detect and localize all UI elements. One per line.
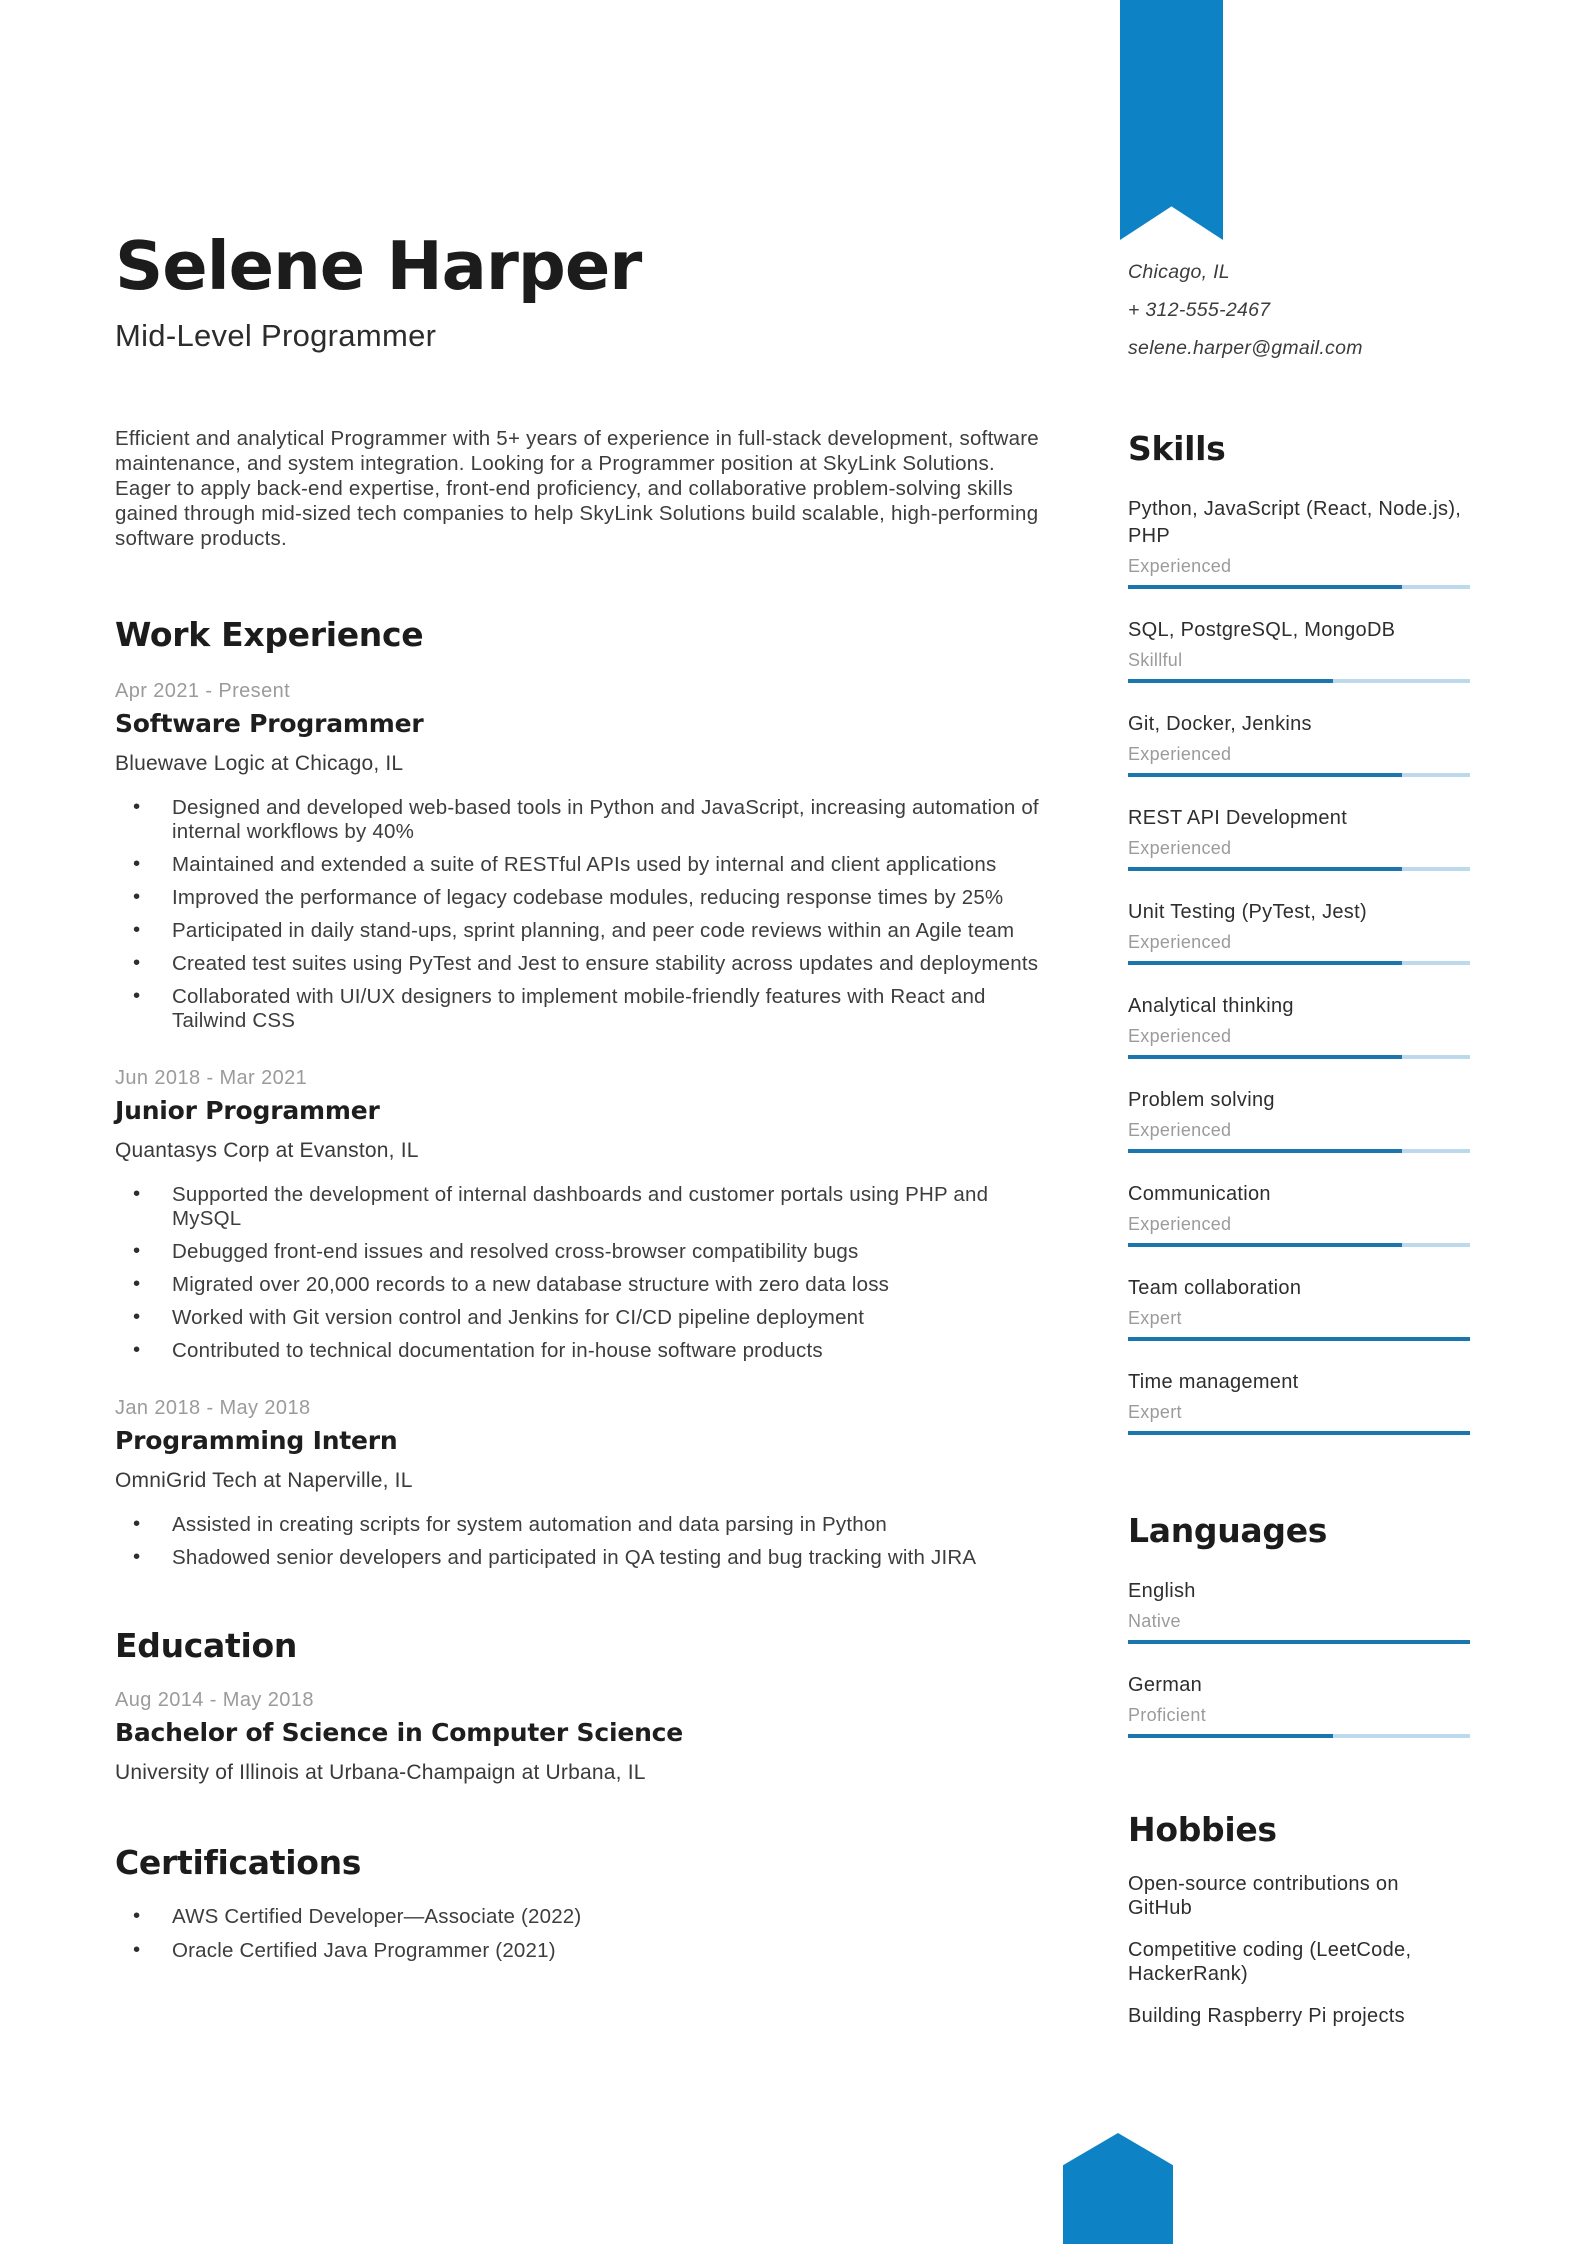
section-heading-certifications: Certifications [115, 1843, 362, 1882]
skill-progress-fill [1128, 1431, 1470, 1435]
skill-item [1128, 617, 1470, 683]
job-bullet: • Contributed to technical documentation for in-house software products [115, 1339, 1043, 1363]
job-bullet: • Shadowed senior developers and participated in QA testing and bug tracking with JIRA [115, 1546, 1043, 1570]
job-entry [115, 679, 1043, 1033]
skill-item [1128, 1087, 1470, 1153]
hobby-item: Building Raspberry Pi projects [1128, 2005, 1405, 2027]
skill-name: SQL, PostgreSQL, MongoDB [1128, 619, 1396, 641]
main-column [115, 0, 1043, 1973]
contact-block [1128, 253, 1470, 367]
job-company: OmniGrid Tech at Naperville, IL [115, 1469, 413, 1492]
skill-level-label: Expert [1128, 1402, 1182, 1422]
skill-name: Team collaboration [1128, 1277, 1302, 1299]
skill-name: REST API Development [1128, 807, 1348, 829]
skill-progress-fill [1128, 1337, 1470, 1341]
education-entry [115, 1688, 1043, 1785]
skill-level-label: Experienced [1128, 1026, 1232, 1046]
certifications-list [115, 1905, 1043, 1963]
languages-list [1128, 1578, 1470, 1738]
skill-progress-fill [1128, 1243, 1402, 1247]
job-role: Programming Intern [115, 1426, 398, 1455]
hobby-item: Open-source contributions on GitHub [1128, 1873, 1399, 1919]
skill-name: Git, Docker, Jenkins [1128, 713, 1312, 735]
job-bullet: • Worked with Git version control and Jenkins for CI/CD pipeline deployment [115, 1306, 1043, 1330]
skill-progress-bar [1128, 585, 1470, 589]
skill-level-label: Expert [1128, 1308, 1182, 1328]
language-progress-fill [1128, 1734, 1333, 1738]
skill-item [1128, 899, 1470, 965]
skill-name: Analytical thinking [1128, 995, 1294, 1017]
education-list [115, 1688, 1043, 1785]
job-bullet: • Collaborated with UI/UX designers to implement mobile-friendly features with React and Tailwind CSS [115, 985, 1043, 1033]
job-bullet: • Designed and developed web-based tools in Python and JavaScript, increasing automation of internal workflows by 40% [115, 796, 1043, 844]
job-entry [115, 1066, 1043, 1363]
skill-item [1128, 993, 1470, 1059]
skills-list [1128, 496, 1470, 1435]
language-name: German [1128, 1674, 1203, 1696]
skill-level-label: Experienced [1128, 556, 1232, 576]
job-dates: Jan 2018 - May 2018 [115, 1397, 311, 1419]
contact-phone: + 312-555-2467 [1128, 299, 1271, 321]
skill-name: Unit Testing (PyTest, Jest) [1128, 901, 1367, 923]
job-bullet: • Migrated over 20,000 records to a new database structure with zero data loss [115, 1273, 1043, 1297]
sidebar-column [1128, 0, 1470, 2028]
hobby-item: Competitive coding (LeetCode, HackerRank) [1128, 1939, 1412, 1985]
skill-level-label: Experienced [1128, 1214, 1232, 1234]
section-heading-education: Education [115, 1626, 298, 1665]
job-bullet: • Participated in daily stand-ups, sprint planning, and peer code reviews within an Agile team [115, 919, 1043, 943]
summary-text: Efficient and analytical Programmer with 5+ years of experience in full-stack development, software maintenance, and system integration. Looking for a Programmer position at SkyLink Solutions. Eager to apply back-end expertise, front-end proficiency, and collaborative problem-solving skills gained through mid-sized tech companies to help SkyLink Solutions build scalable, high-performing software products. [115, 427, 1039, 550]
language-name: English [1128, 1580, 1196, 1602]
job-bullet: • Improved the performance of legacy codebase modules, reducing response times by 25% [115, 886, 1043, 910]
skill-level-label: Experienced [1128, 744, 1232, 764]
job-bullet: • Created test suites using PyTest and Jest to ensure stability across updates and deployments [115, 952, 1043, 976]
skill-progress-fill [1128, 1055, 1402, 1059]
skill-item [1128, 1181, 1470, 1247]
job-company: Quantasys Corp at Evanston, IL [115, 1139, 419, 1162]
skill-item [1128, 1369, 1470, 1435]
job-bullet: • Maintained and extended a suite of RESTful APIs used by internal and client applications [115, 853, 1043, 877]
skill-name: Communication [1128, 1183, 1271, 1205]
bottom-accent-shape [1063, 2133, 1173, 2244]
skill-name: Problem solving [1128, 1089, 1275, 1111]
certification-item: • Oracle Certified Java Programmer (2021) [115, 1939, 1043, 1963]
job-role: Software Programmer [115, 709, 424, 738]
person-job-title: Mid-Level Programmer [115, 318, 437, 353]
language-level-label: Native [1128, 1611, 1181, 1631]
job-bullet-list [115, 1513, 1043, 1570]
skill-progress-bar [1128, 679, 1470, 683]
job-dates: Jun 2018 - Mar 2021 [115, 1067, 308, 1089]
skill-progress-bar [1128, 1243, 1470, 1247]
person-name: Selene Harper [115, 227, 642, 305]
skill-progress-bar [1128, 867, 1470, 871]
job-bullet-list [115, 1183, 1043, 1363]
skill-progress-bar [1128, 1431, 1470, 1435]
section-heading-hobbies: Hobbies [1128, 1810, 1277, 1849]
job-bullet-list [115, 796, 1043, 1033]
job-dates: Apr 2021 - Present [115, 680, 291, 702]
job-bullet: • Supported the development of internal dashboards and customer portals using PHP and MySQL [115, 1183, 1043, 1231]
language-progress-bar [1128, 1640, 1470, 1644]
job-company: Bluewave Logic at Chicago, IL [115, 752, 404, 775]
section-heading-languages: Languages [1128, 1511, 1328, 1550]
language-progress-fill [1128, 1640, 1470, 1644]
skill-progress-bar [1128, 773, 1470, 777]
job-entry [115, 1396, 1043, 1570]
skill-progress-bar [1128, 961, 1470, 965]
education-school: University of Illinois at Urbana-Champaign at Urbana, IL [115, 1761, 646, 1784]
certification-item: • AWS Certified Developer—Associate (2022) [115, 1905, 1043, 1929]
skill-progress-bar [1128, 1337, 1470, 1341]
skill-name: Time management [1128, 1371, 1299, 1393]
skill-item [1128, 711, 1470, 777]
language-item [1128, 1672, 1470, 1738]
skill-level-label: Experienced [1128, 838, 1232, 858]
language-progress-bar [1128, 1734, 1470, 1738]
job-role: Junior Programmer [115, 1096, 380, 1125]
education-dates: Aug 2014 - May 2018 [115, 1689, 314, 1711]
section-heading-skills: Skills [1128, 429, 1226, 468]
job-bullet: • Debugged front-end issues and resolved cross-browser compatibility bugs [115, 1240, 1043, 1264]
section-heading-work-experience: Work Experience [115, 615, 424, 654]
contact-email: selene.harper@gmail.com [1128, 337, 1363, 359]
skill-level-label: Experienced [1128, 1120, 1232, 1140]
skill-progress-fill [1128, 867, 1402, 871]
skill-progress-fill [1128, 679, 1333, 683]
skill-item [1128, 1275, 1470, 1341]
skill-progress-bar [1128, 1055, 1470, 1059]
job-bullet: • Assisted in creating scripts for system automation and data parsing in Python [115, 1513, 1043, 1537]
skill-item [1128, 805, 1470, 871]
skill-progress-fill [1128, 1149, 1402, 1153]
education-degree: Bachelor of Science in Computer Science [115, 1718, 684, 1747]
skill-item [1128, 496, 1470, 589]
language-level-label: Proficient [1128, 1705, 1207, 1725]
skill-progress-bar [1128, 1149, 1470, 1153]
skill-name: Python, JavaScript (React, Node.js), PHP [1128, 498, 1462, 547]
skill-progress-fill [1128, 585, 1402, 589]
language-item [1128, 1578, 1470, 1644]
work-experience-list [115, 679, 1043, 1570]
contact-location: Chicago, IL [1128, 261, 1230, 283]
skill-level-label: Skillful [1128, 650, 1183, 670]
hobbies-list [1128, 1872, 1470, 2028]
skill-progress-fill [1128, 961, 1402, 965]
skill-progress-fill [1128, 773, 1402, 777]
skill-level-label: Experienced [1128, 932, 1232, 952]
